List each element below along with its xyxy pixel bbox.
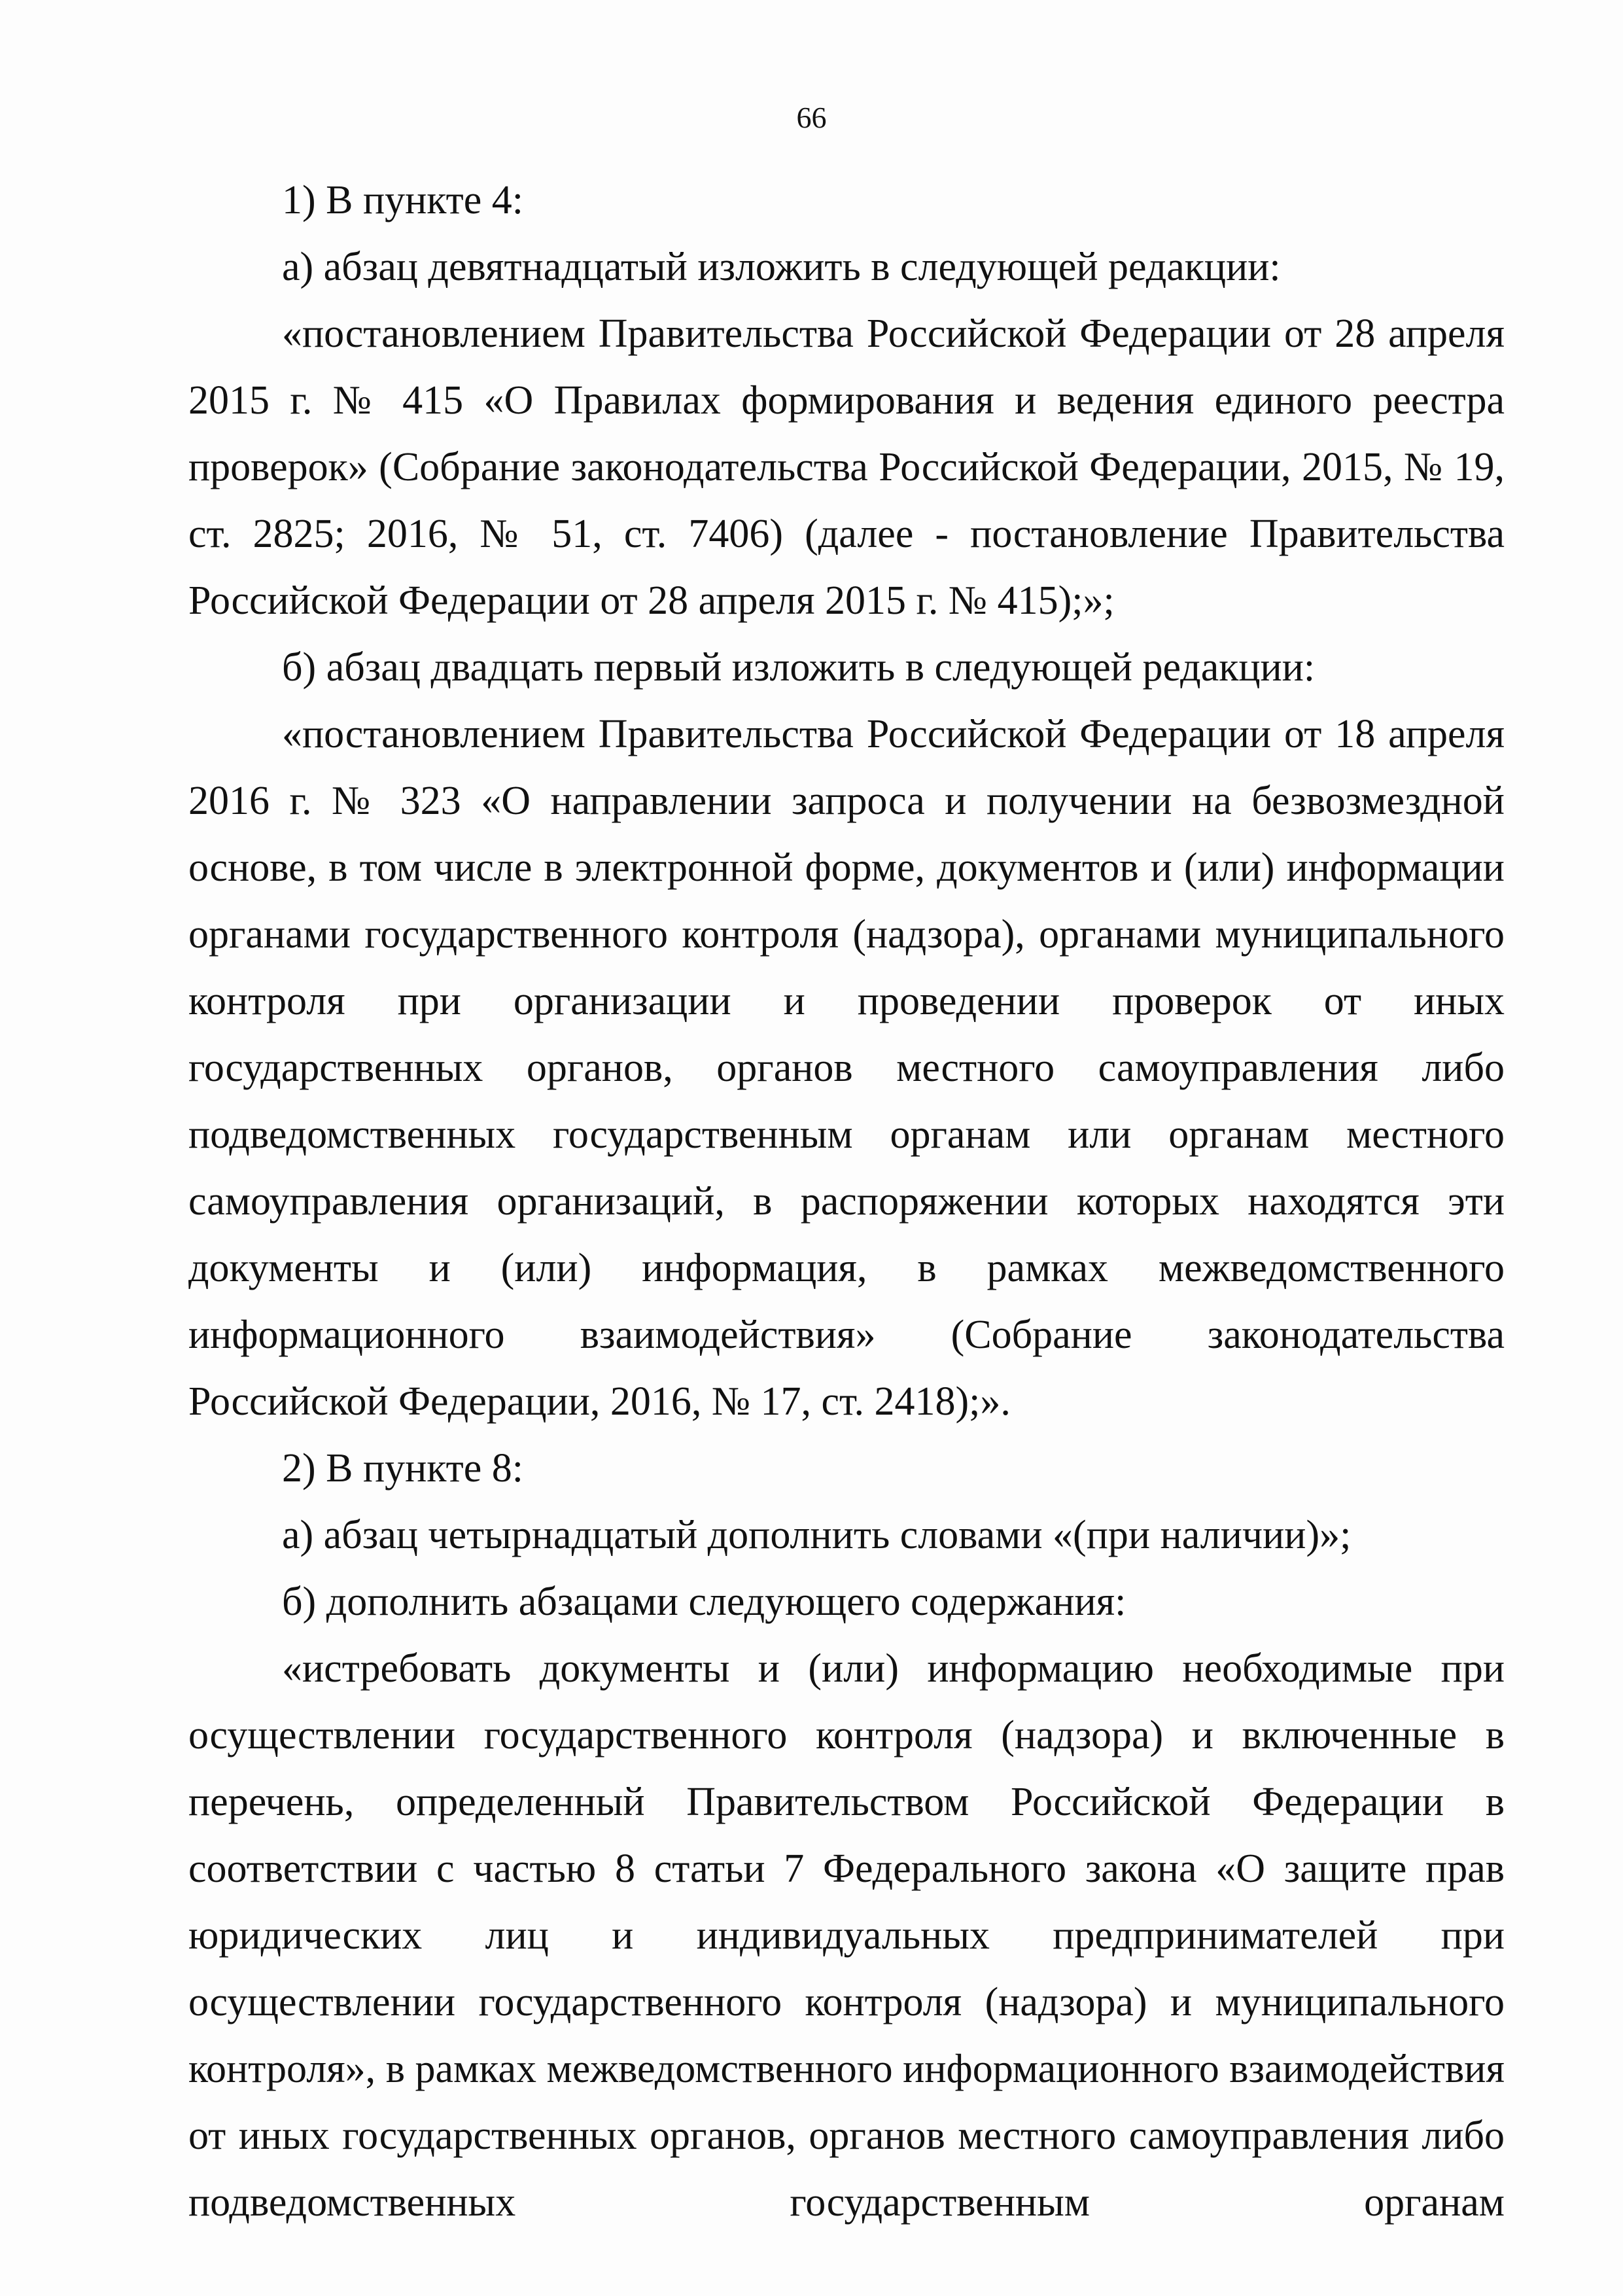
paragraph-quote-decree-323: «постановлением Правительства Российской Федерации от 18 апреля 2016 г. № 323 «О направлении запроса и получении на безвозмездной основе, в том числе в электронной форме, документов и (или) информации органами государственного контроля (надзора), органами муниципального контроля при организации и проведении проверок от иных государственных органов, органов местного самоуправления либо подведомственных государственным органам или органам местного самоуправления организаций, в распоряжении которых находятся эти документы и (или) информация, в рамках межведомственного информационного взаимодействия» (Собрание законодательства Российской Федерации, 2016, № 17, ст. 2418);». bbox=[188, 712, 1505, 1424]
paragraph-subitem-a: а) абзац девятнадцатый изложить в следующей редакции: bbox=[282, 245, 1281, 289]
paragraph-quote-request-documents: «истребовать документы и (или) информацию необходимые при осуществлении государственного контроля (надзора) и включенные в перечень, определенный Правительством Российской Федерации в соответствии с частью 8 статьи 7 Федерального закона «О защите прав юридических лиц и индивидуальных предпринимателей при осуществлении государственного контроля (надзора) и муниципального контроля», в рамках межведомственного информационного взаимодействия от иных государственных органов, органов местного самоуправления либо подведомственных государственным органам bbox=[188, 1646, 1505, 2225]
paragraph-subitem-b: б) абзац двадцать первый изложить в следующей редакции: bbox=[282, 645, 1316, 690]
page-number: 66 bbox=[796, 101, 827, 134]
paragraph-item-1-heading: 1) В пункте 4: bbox=[282, 178, 524, 222]
paragraph-quote-decree-415: «постановлением Правительства Российской Федерации от 28 апреля 2015 г. № 415 «О Правилах формирования и ведения единого реестра проверок» (Собрание законодательства Российской Федерации, 2015, № 19, ст. 2825; 2016, № 51, ст. 7406) (далее - постановление Правительства Российской Федерации от 28 апреля 2015 г. № 415);»; bbox=[188, 311, 1505, 623]
document-body bbox=[188, 167, 1505, 2236]
paragraph-subitem-a-2: а) абзац четырнадцатый дополнить словами «(при наличии)»; bbox=[282, 1513, 1352, 1557]
paragraph-subitem-b-2: б) дополнить абзацами следующего содержания: bbox=[282, 1580, 1126, 1624]
paragraph-item-2-heading: 2) В пункте 8: bbox=[282, 1446, 524, 1491]
